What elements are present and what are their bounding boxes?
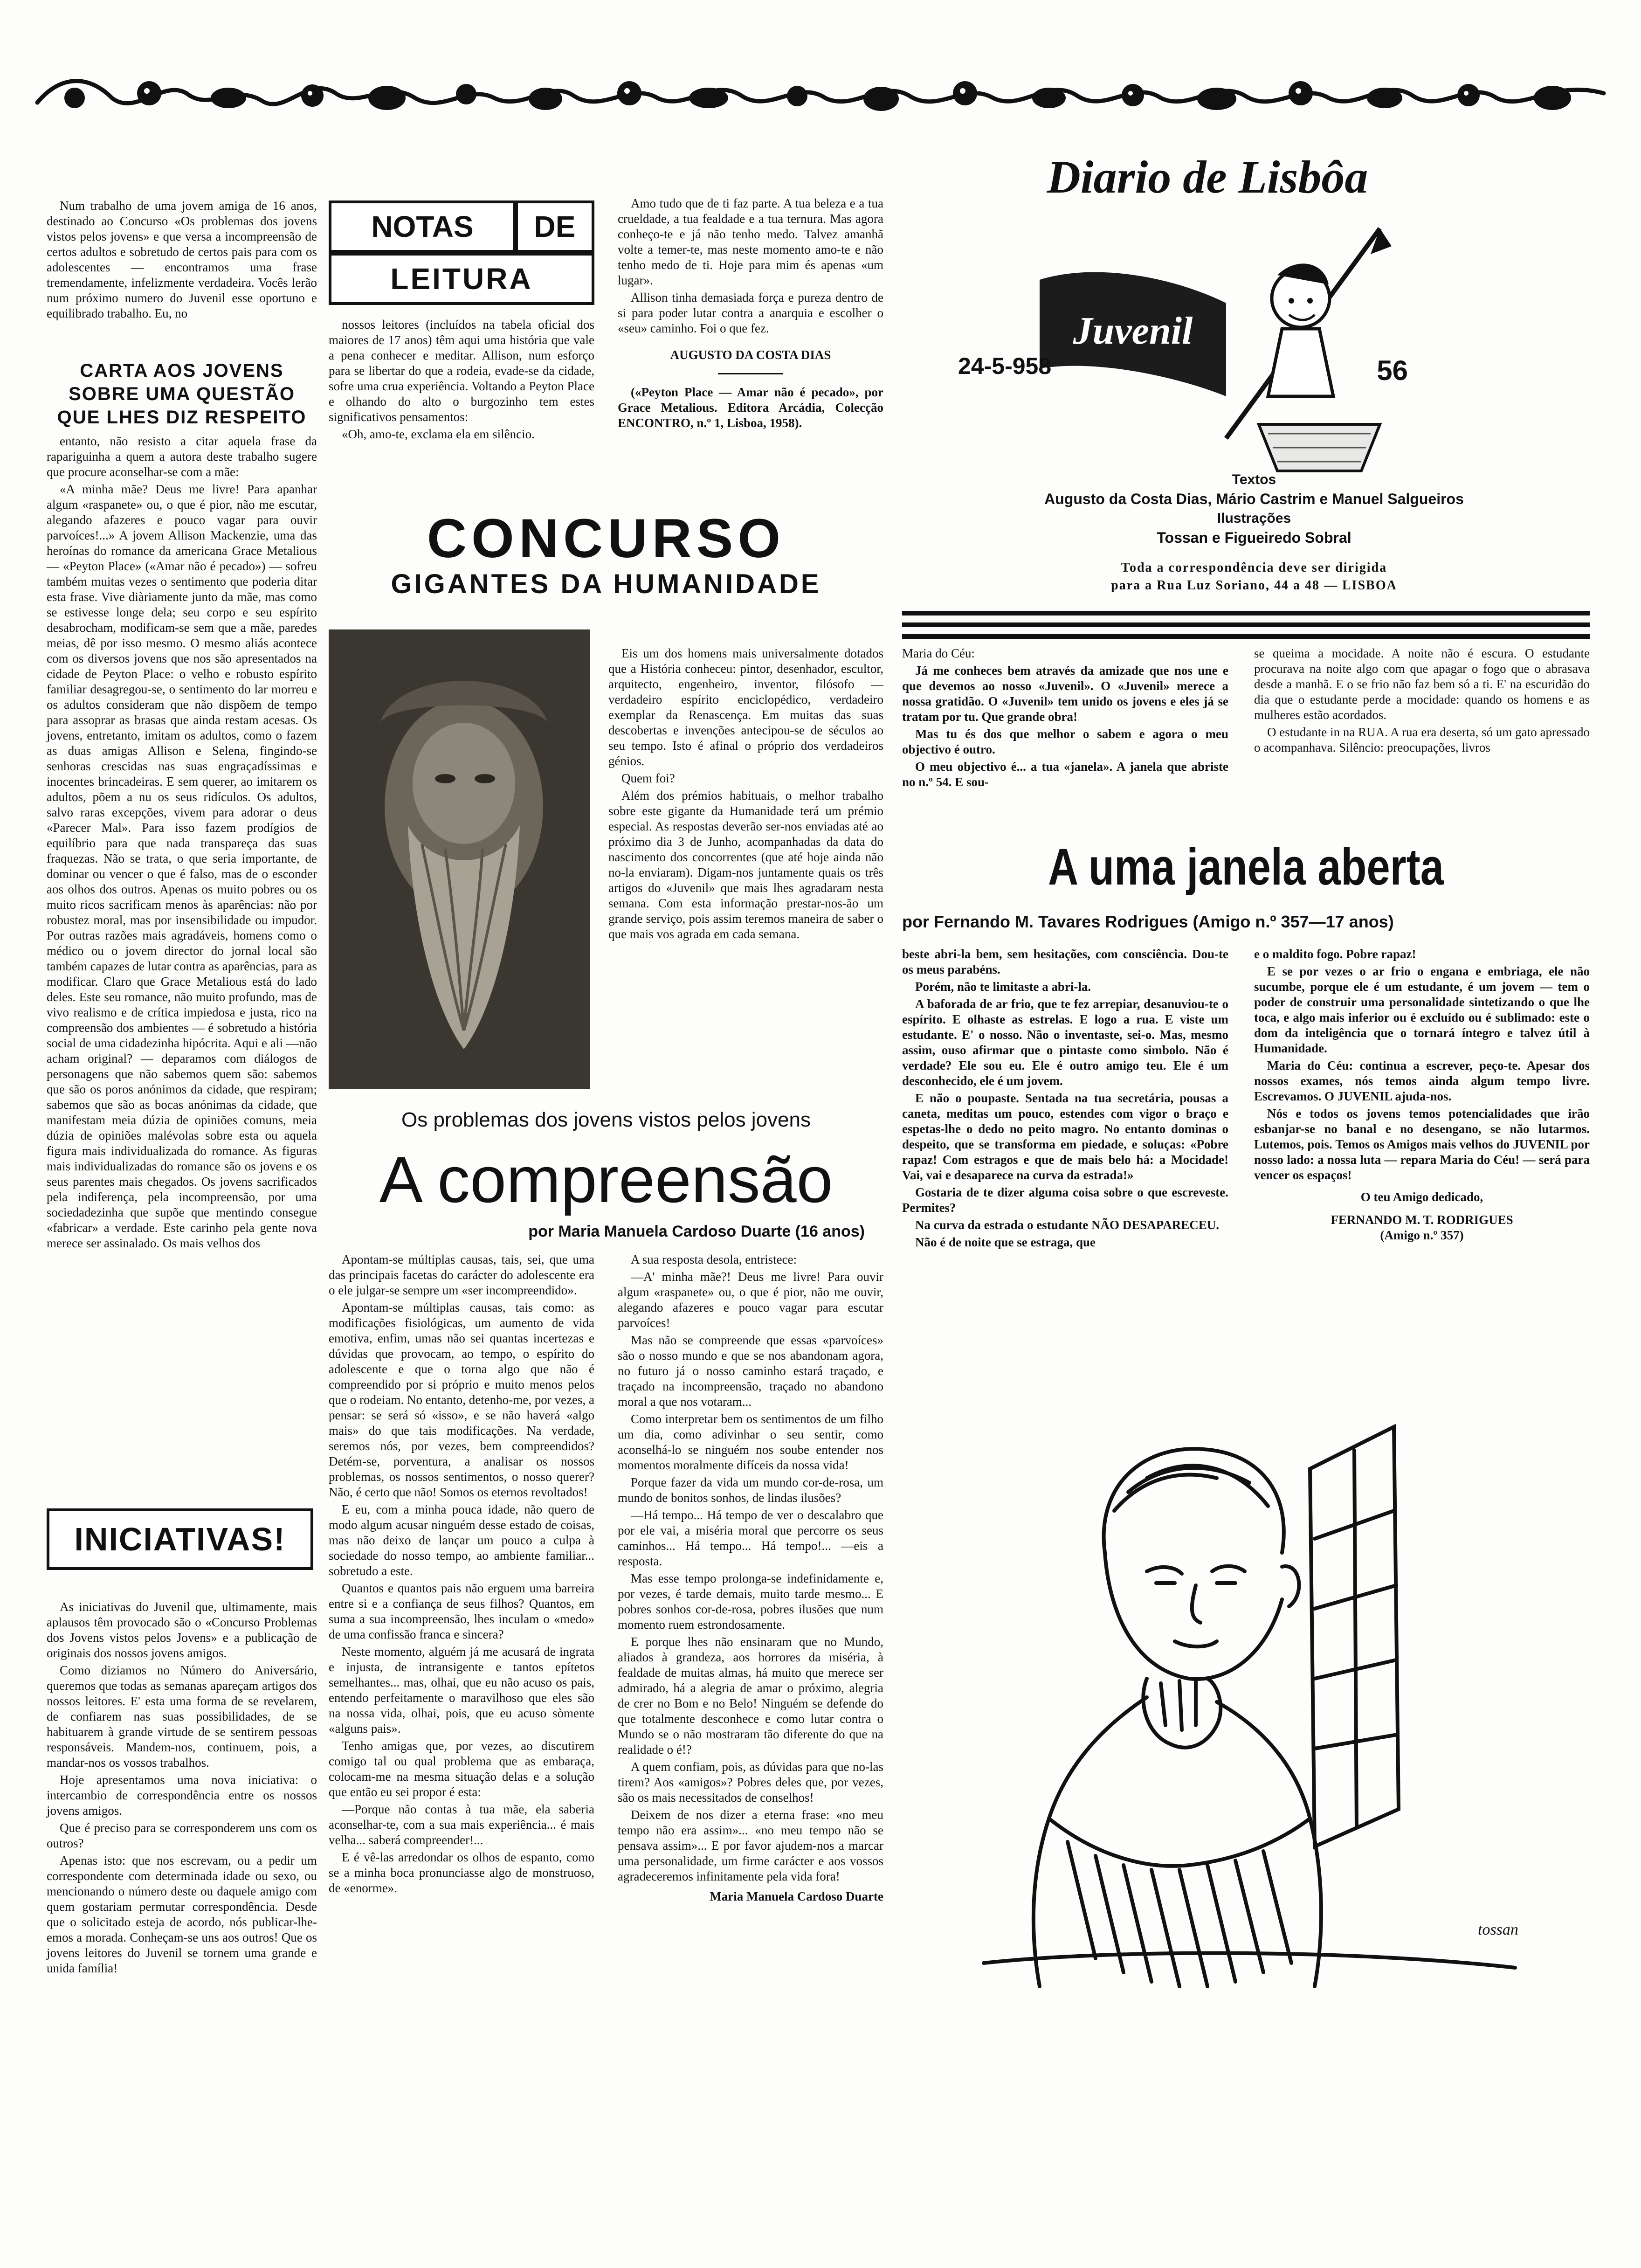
compreensao-paragraph: A sua resposta desola, entristece:: [631, 1252, 797, 1266]
frieze-drawing: [33, 65, 1608, 126]
notas-box-word3: LEITURA: [329, 253, 594, 305]
compreensao-paragraph: Mas esse tempo prolonga-se indefinidamente e, por vezes, é tarde demais, muito tarde mesmo... E pobres sonhos cor-de-rosa, pobres ilusões que num momento ruem estrondosamente.: [618, 1571, 883, 1632]
iniciativas-paragraph: Hoje apresentamos uma nova iniciativa: o intercambio de correspondência entre os nossos jovens amigos.: [47, 1773, 317, 1818]
notas-intro-paragraph: Num trabalho de uma jovem amiga de 16 anos, destinado ao Concurso «Os problemas dos jovens vistos pelos jovens» e que versa a incompreensão de certos adultos e sobretudo de certos pais para com os adolescentes — encontramos uma frase tremendamente, infelizmente verdadeira. Vocês lerão num próximo numero do Juvenil esse oportuno e equilibrado trabalho. Eu, no: [47, 199, 317, 320]
janela-lead-col2: [1254, 646, 1590, 757]
iniciativas-paragraph: Apenas isto: que nos escrevam, ou a pedir um correspondente com determinada idade ou sexo, ou mencionando o número deste ou daquele amigo com quem gostariam permutar correspondência. Desde que o solicitado esteja de acordo, nós publicar-lhe-emos a morada. Conheçam-se uns aos outros! Que os jovens leitores do Juvenil se tornem uma grande e unida família!: [47, 1853, 317, 1975]
notas-col2: [329, 317, 594, 444]
janela-lead-col1: [902, 646, 1228, 792]
masthead-issue: 56: [1377, 355, 1408, 386]
notas-box-word1: NOTAS: [329, 201, 516, 253]
notas-intro: [47, 198, 317, 323]
credits-names: Augusto da Costa Dias, Mário Castrim e Manuel Salgueiros: [1044, 491, 1464, 507]
notas-box-word2: DE: [515, 201, 594, 253]
section-rule: [902, 622, 1590, 627]
notas-col2-paragraph: «Oh, amo-te, exclama ela em silêncio.: [342, 427, 535, 441]
decorative-frieze: [33, 65, 1608, 126]
compreensao-paragraph: Apontam-se múltiplas causas, tais como: as modificações fisiológicas, um aumento de vida emotiva, enfim, umas não sei quantas incertezas e dúvidas que provocam, ao tempo, o espírito do adolescente e que o torna algo que não é compreendido por si próprio e muito menos pelos que o rodeiam. No entanto, detenho-me, por vezes, a pensar: se será só «isso», e se não haverá «algo mais» do que tais modificações. Na verdade, seremos nós, por vezes, bem compreendidos? Detém-se, porventura, a analisar os nossos problemas, os nossos sentimentos, o nosso querer? Não, é certo que não! Somos os eternos revoltados!: [329, 1300, 594, 1499]
compreensao-paragraph: E é vê-las arredondar os olhos de espanto, como se a minha boca pronunciasse algo de monstruoso, de «enorme».: [329, 1850, 594, 1895]
janela-col2: [1254, 947, 1590, 1243]
notas-body: [47, 434, 317, 1253]
compreensao-signature: Maria Manuela Cardoso Duarte: [710, 1889, 883, 1903]
compreensao-paragraph: E eu, com a minha pouca idade, não quero de modo algum acusar ninguém desse estado de coisas, mas não deixo de lançar um pouco a culpa à sociedade do nosso tempo, ao ambiente familiar... sobretudo a este.: [329, 1502, 594, 1578]
section-rule: [902, 634, 1590, 639]
janela-paragraph: Porém, não te limitaste a abri-la.: [915, 980, 1091, 994]
notas-signature: AUGUSTO DA COSTA DIAS: [670, 348, 831, 362]
janela-paragraph: Maria do Céu: continua a escrever, peço-te. Apesar dos nossos exames, nós temos ainda algum tempo livre. Escrevamos. O JUVENIL ajuda-nos.: [1254, 1058, 1590, 1103]
compreensao-paragraph: Quantos e quantos pais não erguem uma barreira entre si e a confiança de seus filhos? Quantos, em suma a sua incompreensão, lhes inculam o «medo» de uma confissão franca e sincera?: [329, 1581, 594, 1641]
credits-label: Textos: [1232, 472, 1276, 487]
notas-box: [329, 201, 594, 308]
janela-paragraph: Já me conheces bem através da amizade que nos une e que devemos ao nosso «Juvenil». O «Juvenil» merece a nossa gratidão. O «Juvenil» tem unido os jovens e eles já se tratam por tu. Que grande obra!: [902, 664, 1228, 724]
notas-col2-paragraph: nossos leitores (incluídos na tabela oficial dos maiores de 17 anos) têm aqui uma história que vale a pena conhecer e meditar. Allison, num esforço para se libertar do que a rodeia, evade-se da cidade, sofre uma crua experiência. Voltando a Peyton Place e olhando do alto o burgozinho tem estes significativos pensamentos:: [329, 318, 594, 424]
concurso-subtitle: GIGANTES DA HUMANIDADE: [391, 569, 821, 599]
compreensao-paragraph: E porque lhes não ensinaram que no Mundo, aliados à grandeza, aos horrores da miséria, à fealdade de muitas almas, há muito que merece ser admirado, há a alegria de amar o próximo, alegria de crer no Bom e no Belo! Ninguém se defende do que totalmente desconhece e como lutar contra o Mundo se o não mostraram tão diferente do que na realidade o é!?: [618, 1635, 883, 1756]
compreensao-paragraph: Tenho amigas que, por vezes, ao discutirem comigo tal ou qual problema que as embaraça, colocam-me na mesma situação delas e a solução que então eu sei propor é esta:: [329, 1739, 594, 1799]
janela-paragraph: E não o poupaste. Sentada na tua secretária, pousas a caneta, meditas um pouco, estendes com vigor o braço e espetas-lhe o dedo no peito magro. No entanto dominas o despeito, que se transforma em piedade, e soluças: «Pobre rapaz! Com estragos e que de mais belo há: a Mocidade! Vai, vai e desaparece na curva da estrada!»: [902, 1091, 1228, 1182]
janela-paragraph: A baforada de ar frio, que te fez arrepiar, desanuviou-te o espírito. E olhaste as estrelas. E logo a rua. E viste um estudante. E' o nosso. Não o inventaste, sei-o. Mas, mesmo assim, ouso afirmar que o pintaste como simbolo. Não é verdade? Ele sou eu. Ele é outro amigo teu. Ele é um desconhecido, ele é um jovem.: [902, 997, 1228, 1088]
janela-paragraph: Nós e todos os jovens temos potencialidades que irão esbanjar-se no banal e no desengano, se não lutarmos. Lutemos, pois. Temos os Amigos mais velhos do JUVENIL por nosso lado: a nossa luta — repara Maria do Céu! — será para vencer os espaços!: [1254, 1106, 1590, 1182]
compreensao-paragraph: —A' minha mãe?! Deus me livre! Para ouvir algum «raspanete» ou, o que é pior, não me ouvir, alegando afazeres e pouco vagar para escutar parvoíces!: [618, 1270, 883, 1330]
iniciativas-paragraph: As iniciativas do Juvenil que, ultimamente, mais aplausos têm provocado são o «Concurso Problemas dos Jovens vistos pelos Jovens» e a publicação de originais dos nossos jovens amigos.: [47, 1600, 317, 1660]
compreensao-kicker: Os problemas dos jovens vistos pelos jovens: [401, 1108, 811, 1131]
carta-subhead: CARTA AOS JOVENS SOBRE UMA QUESTÃO QUE LHES DIZ RESPEITO: [57, 360, 307, 428]
janela-signature-note: (Amigo n.º 357): [1380, 1228, 1464, 1242]
notas-body-paragraph: entanto, não resisto a citar aquela frase da rapariguinha a quem a autora deste trabalho sugere que procure aconselhar-se com a mãe:: [47, 434, 317, 479]
janela-paragraph: Gostaria de te dizer alguma coisa sobre o que escreveste. Permites?: [902, 1185, 1228, 1215]
boy-drawing: [928, 1399, 1571, 2019]
janela-paragraph: Maria do Céu:: [902, 646, 975, 660]
masthead-banner: Juvenil: [1073, 309, 1193, 353]
address-line2: para a Rua Luz Soriano, 44 a 48 — LISBOA: [1111, 578, 1397, 593]
janela-byline: por Fernando M. Tavares Rodrigues (Amigo n.º 357—17 anos): [902, 912, 1394, 931]
compreensao-paragraph: —Há tempo... Há tempo de ver o descalabro que por ele vai, a miséria moral que percorre os seus caminhos... Há tempo... Há tempo!... —eis a resposta.: [618, 1508, 883, 1568]
compreensao-col1: [329, 1252, 594, 1898]
notas-col3: [618, 196, 883, 433]
boy-illustration: [928, 1399, 1571, 2019]
illustration-signature: tossan: [1478, 1921, 1518, 1938]
janela-col1: [902, 947, 1228, 1252]
iniciativas-paragraph: Que é preciso para se corresponderem uns com os outros?: [47, 1821, 317, 1850]
concurso-title: CONCURSO: [427, 508, 786, 569]
portrait-photo: [329, 629, 590, 1089]
notas-body-paragraph: «A minha mãe? Deus me livre! Para apanhar algum «raspanete» ou, o que é pior, não me escutar, alegando afazeres e pouco vagar para ouvir parvoíces!...» A jovem Allison Mackenzie, uma das heroínas do romance da americana Grace Metalious — «Peyton Place» («Amar não é pecado») — sofreu também muitas vezes o sentimento que poderia ditar esta frase. Vive diàriamente junto da mãe, mas como se estivesse longe dela; seu corpo e seu espírito desabrocham, modificam-se sem que a mãe, paredes meias, dê por isso mesmo. O mesmo aliás acontece com os diversos jovens que nos são apresentados na cidade de Peyton Place: o velho e robusto espírito familiar desagregou-se, o sentimento do lar morreu e os adultos consideram que não dispõem de tempo para assoprar as brasas que ainda restam acesas. Os jovens, entretanto, imitam os adultos, como o fazem as duas amigas Allison e Selena, fingindo-se senhoras crescidas nas suas engraçadíssimas e inocentes brincadeiras. E sem querer, ao imitarem os adultos, põem a nu os seus ridículos. Os adultos, salvo raras excepções, vivem para adorar o deus «Parecer Mal». Para isso fazem prodígios de equilíbrio para que nada transpareça das suas fraquezas. Não se trata, o que seria importante, de dominar ou vencer o que é falso, mas de o esconder aos olhos dos outros. Apenas os muito pobres ou os muito ricos sacrificam menos às aparências: não por robustez moral, mas por insensibilidade ou impudor. Por outras razões mais agradáveis, homens como o médico ou o jovem director do jornal local são também capazes de lutar contra as aparências, para as modificar. Claro que Grace Metalious está do lado deles. Este seu romance, não muito profundo, mas de vivo realismo e de crítica impiedosa e justa, rico na compreensão dos ambientes — é sobretudo a história social de uma cidadezinha hipócrita. Aqui e ali —não acham original? — deparamos com diálogos de personagens que não sabemos quem são: sabemos que são os poros anónimos da cidade, que respiram; sabemos que são as bocas anónimas da cidade, que manifestam meia dúzia de opiniões comuns, meia dúzia de opiniões malévolas sobre esta ou aquela figura mais individualizada do romance. As figuras mais individualizadas do romance são os jovens e os seus parentes mais chegados. Os jovens sacrificados pela indiferença, pela incompreensão, por uma sociedadezinha que supõe que mentindo consegue «fabricar» a verdade. Este carinho pela gente nova merece ser assinalado. Os mais velhos dos: [47, 482, 317, 1250]
janela-paragraph: O estudante in na RUA. A rua era deserta, só um gato apressado o acompanhava. Silêncio: preocupações, livros: [1254, 725, 1590, 754]
concurso-paragraph: Além dos prémios habituais, o melhor trabalho sobre este gigante da Humanidade terá um prémio especial. As respostas deverão ser-nos enviadas até ao próximo dia 3 de Junho, acompanhadas da data do nascimento dos concorrentes (que até hoje ainda não no-la enviaram). Digam-nos juntamente quais os três artigos do «Juvenil» que mais lhes agradaram nesta semana. Com esta informação prestar-nos-ão um grande serviço, pois assim teremos maneira de saber o que mais vos agrada em cada semana.: [608, 788, 883, 941]
illustrations-label: Ilustrações: [1217, 511, 1291, 526]
iniciativas-body: [47, 1599, 317, 1978]
janela-paragraph: O teu Amigo dedicado,: [1360, 1190, 1483, 1204]
compreensao-paragraph: Deixem de nos dizer a eterna frase: «no meu tempo não era assim»... «no meu tempo não se pensava assim»... E por favor ajudem-nos a marcar uma personalidade, um firme carácter e aos vossos agradeceremos infinitamente pela vida fora!: [618, 1808, 883, 1883]
notas-rule: [718, 373, 783, 374]
janela-signature: FERNANDO M. T. RODRIGUES: [1331, 1213, 1513, 1227]
compreensao-paragraph: Porque fazer da vida um mundo cor-de-rosa, um mundo de bonitos sonhos, de lindas ilusões?: [618, 1475, 883, 1505]
janela-title: A uma janela aberta: [1048, 838, 1444, 896]
janela-paragraph: Na curva da estrada o estudante NÃO DESAPARECEU.: [915, 1218, 1220, 1232]
concurso-body: [608, 646, 883, 944]
concurso-paragraph: Quem foi?: [621, 771, 675, 785]
compreensao-paragraph: Apontam-se múltiplas causas, tais, sei, que uma das principais facetas do carácter do adolescente era o ele julgar-se sempre um «ser incompreendido».: [329, 1252, 594, 1297]
compreensao-paragraph: Neste momento, alguém já me acusará de ingrata e injusta, de intransigente e tantos epítetos semelhantes... mas, olhai, que eu não acuso os pais, entendo perfeitamente o maravilhoso que eles são na nossa vida, olhai, pois, que eu acuso sòmente «alguns pais».: [329, 1645, 594, 1736]
address-line1: Toda a correspondência deve ser dirigida: [1121, 560, 1387, 575]
janela-paragraph: O meu objectivo é... a tua «janela». A janela que abriste no n.º 54. E sou-: [902, 760, 1228, 789]
masthead-title: Diario de Lisbôa: [1047, 151, 1368, 203]
portrait-image: [329, 629, 590, 1089]
notas-col3-paragraph: Allison tinha demasiada força e pureza dentro de si para poder lutar contra a anarquia e escolher o «seu» caminho. Foi o que fez.: [618, 290, 883, 335]
masthead-date: 24-5-958: [958, 353, 1052, 379]
janela-paragraph: Mas tu és dos que melhor o sabem e agora o meu objectivo é outro.: [902, 727, 1228, 756]
notas-reference: («Peyton Place — Amar não é pecado», por Grace Metalious. Editora Arcádia, Colecção ENCONTRO, n.º 1, Lisboa, 1958).: [618, 385, 883, 430]
janela-paragraph: beste abri-la bem, sem hesitações, com consciência. Dou-te os meus parabéns.: [902, 947, 1228, 976]
iniciativas-paragraph: Como diziamos no Número do Aniversário, queremos que todas as semanas apareçam artigos dos nossos leitores. E' esta uma forma de se revelarem, de confiarem nas suas possibilidades, de se habituarem à grande virtude de se sentirem pessoas responsáveis. Mandem-nos, continuem, pois, a mandar-nos os vossos trabalhos.: [47, 1663, 317, 1770]
compreensao-paragraph: Mas não se compreende que essas «parvoíces» são o nosso mundo e que se nos abandonam agora, no futuro já o nosso caminho estará traçado, e traçado na incompreensão, traçado no abandono moral a que nos votaram...: [618, 1333, 883, 1409]
illustrators-names: Tossan e Figueiredo Sobral: [1157, 529, 1351, 546]
iniciativas-box-title: INICIATIVAS!: [47, 1508, 313, 1570]
masthead-illustration: [1026, 219, 1413, 480]
janela-paragraph: se queima a mocidade. A noite não é escura. O estudante procurava na noite algo com que apagar o fogo que o abrasava desde a manhã. E o se frio não faz bem só a ti. E' na escuridão do dia que o estudante perde a mocidade: quando os homens e as mulheres estão acordados.: [1254, 646, 1590, 722]
janela-paragraph: e o maldito fogo. Pobre rapaz!: [1254, 947, 1416, 961]
janela-paragraph: Não é de noite que se estraga, que: [915, 1235, 1096, 1249]
compreensao-title: A compreensão: [379, 1143, 833, 1216]
section-rule: [902, 611, 1590, 615]
notas-col3-paragraph: Amo tudo que de ti faz parte. A tua beleza e a tua crueldade, a tua fealdade e a tua ternura. Mas agora conheço-te e já não tenho medo. Talvez amanhã volte a temer-te, mas neste momento amo-te e não tenho medo de ti. Hoje para mim és apenas «um lugar».: [618, 196, 883, 287]
compreensao-byline: por Maria Manuela Cardoso Duarte (16 anos): [528, 1223, 865, 1240]
concurso-paragraph: Eis um dos homens mais universalmente dotados que a História conheceu: pintor, desenhador, escultor, arquitecto, engenheiro, inventor, filósofo — verdadeiro espírito enciclopédico, verdadeiro exemplar da Renascença. Em muitas das suas descobertas e invenções antecipou-se de séculos ao seu tempo. Isto é afinal o próprio dos verdadeiros génios.: [608, 646, 883, 768]
compreensao-paragraph: —Porque não contas à tua mãe, ela saberia aconselhar-te, com a sua mais experiência... é mais velha... saberá compreender!...: [329, 1802, 594, 1847]
compreensao-paragraph: A quem confiam, pois, as dúvidas para que no-las tirem? Aos «amigos»? Pobres deles que, por vezes, são os mais necessitados de conselhos!: [618, 1760, 883, 1805]
compreensao-col2: [618, 1252, 883, 1904]
compreensao-paragraph: Como interpretar bem os sentimentos de um filho um dia, como adivinhar o seu sentir, como aconselhá-lo se ninguém nos soube entender nos momentos moralmente difíceis da nossa vida!: [618, 1412, 883, 1472]
janela-paragraph: E se por vezes o ar frio o engana e embriaga, ele não sucumbe, porque ele é um estudante, é um jovem — tem o poder de construir uma personalidade sintetizando o que lhe toca, e algo mais inferior ou é excluído ou é sublimado: este o dom da inteligência que o tornará íntegro e talvez útil à Humanidade.: [1254, 964, 1590, 1055]
